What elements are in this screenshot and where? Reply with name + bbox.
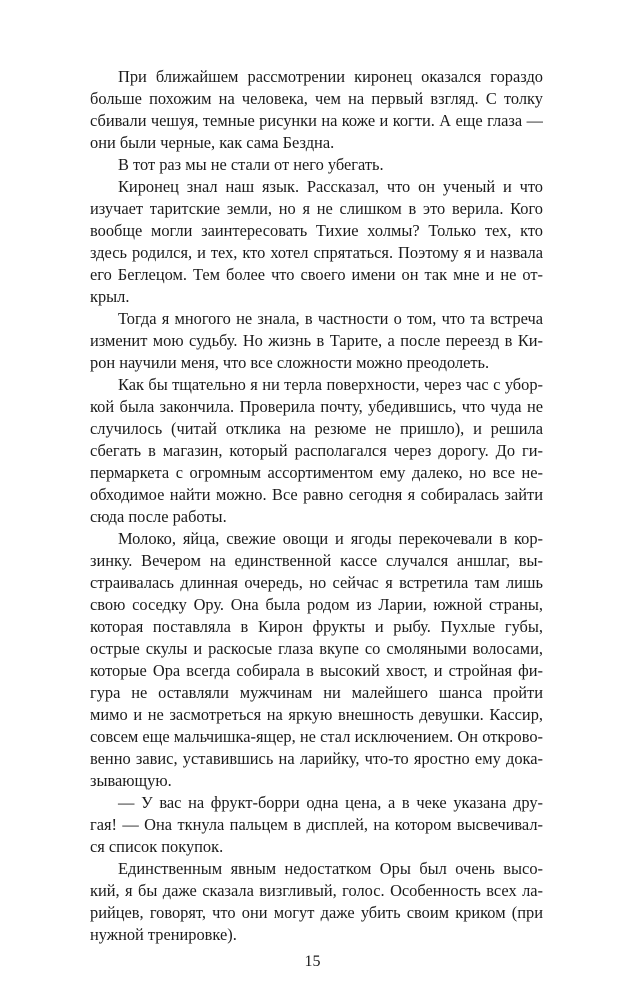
text-line: свою соседку Ору. Она была родом из Ларии, южной страны, bbox=[90, 595, 543, 614]
text-line: вообще могли заинтересовать Тихие холмы? Только тех, кто bbox=[90, 221, 543, 240]
text-line: сюда после работы. bbox=[90, 507, 227, 526]
text-line: больше похожим на человека, чем на первый взгляд. С толку bbox=[90, 89, 543, 108]
text-line: ся список покупок. bbox=[90, 837, 224, 856]
text-line: — У вас на фрукт-борри одна цена, а в чеке указана дру- bbox=[118, 793, 543, 812]
text-line: зывающую. bbox=[90, 771, 172, 790]
text-line: гура не оставляли мужчинам ни малейшего шанса пройти bbox=[90, 683, 543, 702]
text-line: мимо и не засмотреться на яркую внешность девушки. Кассир, bbox=[90, 705, 543, 724]
text-line: острые скулы и раскосые глаза вкупе со смоляными волосами, bbox=[90, 639, 543, 658]
text-line: венно завис, уставившись на ларийку, что-то яростно ему дока- bbox=[90, 749, 543, 768]
text-line: Киронец знал наш язык. Рассказал, что он ученый и что bbox=[118, 177, 543, 196]
text-line: обходимое найти можно. Все равно сегодня я собиралась зайти bbox=[90, 485, 543, 504]
text-line: изучает таритские земли, но я не слишком в это верила. Кого bbox=[90, 199, 543, 218]
text-line: гая! — Она ткнула пальцем в дисплей, на котором высвечивал- bbox=[90, 815, 543, 834]
text-line: случилось (читай отклика на резюме не пришло), и решила bbox=[90, 419, 543, 438]
text-line: зинку. Вечером на единственной кассе случался аншлаг, вы- bbox=[90, 551, 543, 570]
text-line: сбегать в магазин, который располагался через дорогу. До ги- bbox=[90, 441, 543, 460]
text-line: пермаркета с огромным ассортиментом ему далеко, но все не- bbox=[90, 463, 543, 482]
text-line: Молоко, яйца, свежие овощи и ягоды перекочевали в кор- bbox=[118, 529, 543, 548]
text-line: рийцев, говорят, что они могут даже убить своим криком (при bbox=[90, 903, 543, 922]
text-line: которые Ора всегда собирала в высокий хвост, и стройная фи- bbox=[90, 661, 543, 680]
text-line: Как бы тщательно я ни терла поверхности, через час с убор- bbox=[118, 375, 543, 394]
text-line: крыл. bbox=[90, 287, 130, 306]
text-line: совсем еще мальчишка-ящер, не стал исключением. Он открово- bbox=[90, 727, 543, 746]
text-line: изменит мою судьбу. Но жизнь в Тарите, а после переезд в Ки- bbox=[90, 331, 543, 350]
text-line: страивалась длинная очередь, но сейчас я встретила там лишь bbox=[90, 573, 543, 592]
text-line: здесь родился, и тех, кто хотел спрятаться. Поэтому я и назвала bbox=[90, 243, 543, 262]
text-line: кий, я бы даже сказала визгливый, голос. Особенность всех ла- bbox=[90, 881, 543, 900]
text-line: нужной тренировке). bbox=[90, 925, 237, 944]
text-line: рон научили меня, что все сложности можно преодолеть. bbox=[90, 353, 490, 372]
page-number: 15 bbox=[304, 953, 321, 970]
text-line: В тот раз мы не стали от него убегать. bbox=[118, 155, 384, 174]
text-line: они были черные, как сама Бездна. bbox=[90, 133, 335, 152]
text-line: его Беглецом. Тем более что своего имени он так мне и не от- bbox=[90, 265, 543, 284]
text-line: Единственным явным недостатком Оры был очень высо- bbox=[118, 859, 543, 878]
text-line: которая поставляла в Кирон фрукты и рыбу. Пухлые губы, bbox=[90, 617, 543, 636]
text-line: сбивали чешуя, темные рисунки на коже и когти. А еще глаза — bbox=[90, 111, 543, 130]
text-line: При ближайшем рассмотрении киронец оказался гораздо bbox=[118, 67, 543, 86]
text-line: кой была закончила. Проверила почту, убедившись, что чуда не bbox=[90, 397, 543, 416]
text-line: Тогда я многого не знала, в частности о том, что та встреча bbox=[118, 309, 543, 328]
